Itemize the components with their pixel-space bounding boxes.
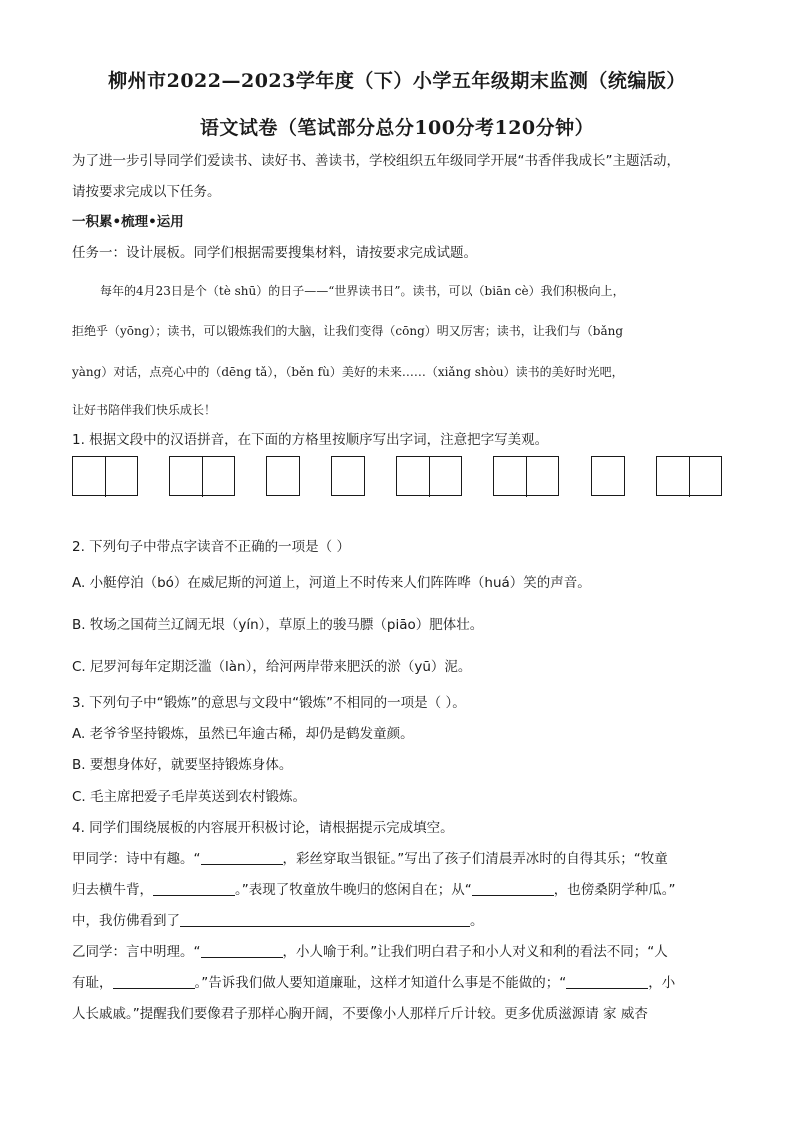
answer-box-5[interactable]	[396, 456, 462, 496]
question-1: 1. 根据文段中的汉语拼音，在下面的方格里按顺序写出字词，注意把字写美观。	[72, 432, 549, 448]
q2-option-b: B. 牧场之国荷兰辽阔无垠（yín），草原上的骏马膘（piāo）肥体壮。	[72, 617, 484, 633]
fill-blank[interactable]	[113, 974, 195, 989]
q4-jia-line-1	[72, 850, 668, 868]
task-one: 任务一：设计展板。同学们根据需要搜集材料，请按要求完成试题。	[72, 245, 477, 261]
q4-jia-line-3	[72, 912, 484, 930]
jia-text: 。”表现了牧童放牛晚归的悠闲自在；从“	[235, 882, 472, 898]
answer-box-8[interactable]	[656, 456, 722, 496]
q4-yi-line-1	[72, 943, 668, 961]
question-3: 3. 下列句子中“锻炼”的意思与文段中“锻炼”不相同的一项是（ ）。	[72, 695, 466, 711]
yi-text: 。”告诉我们做人要知道廉耻，这样才知道什么事是不能做的；“	[194, 975, 567, 991]
q3-option-b: B. 要想身体好，就要坚持锻炼身体。	[72, 757, 293, 773]
jia-text: 归去横牛背，	[72, 882, 153, 898]
answer-box-3[interactable]	[266, 456, 300, 496]
answer-grid	[0, 456, 794, 498]
q4-jia-line-2	[72, 881, 676, 899]
q4-yi-line-3: 人长戚戚。”提醒我们要像君子那样心胸开阔，不要像小人那样斤斤计较。更多优质滋源请 家 威杏	[72, 1006, 648, 1022]
q3-option-a: A. 老爷爷坚持锻炼，虽然已年逾古稀，却仍是鹤发童颜。	[72, 726, 414, 742]
answer-box-4[interactable]	[331, 456, 365, 496]
yi-text: 有耻，	[72, 975, 113, 991]
answer-box-2[interactable]	[169, 456, 235, 496]
answer-box-7[interactable]	[591, 456, 625, 496]
q3-option-c: C. 毛主席把爱子毛岸英送到农村锻炼。	[72, 789, 307, 805]
question-4: 4. 同学们围绕展板的内容展开积极讨论，请根据提示完成填空。	[72, 820, 454, 836]
q2-option-c: C. 尼罗河每年定期泛滥（làn），给河两岸带来肥沃的淤（yū）泥。	[72, 659, 472, 675]
answer-box-6[interactable]	[493, 456, 559, 496]
fill-blank[interactable]	[566, 974, 648, 989]
section-heading: 一积累•梳理•运用	[72, 214, 184, 230]
jia-text: 。	[470, 913, 484, 929]
fill-blank[interactable]	[153, 881, 235, 896]
passage-line-4: 让好书陪伴我们快乐成长！	[72, 403, 217, 417]
jia-text: 甲同学：诗中有趣。“	[72, 851, 201, 867]
passage-line-3: yàng）对话，点亮心中的（dēng tǎ），（běn fù）美好的未来……（xiǎng shòu）读书的美好时光吧，	[72, 365, 624, 379]
question-2: 2. 下列句子中带点字读音不正确的一项是（ ）	[72, 539, 350, 555]
yi-text: ，小人喻于利。”让我们明白君子和小人对义和利的看法不同；“人	[282, 944, 668, 960]
jia-text: ，也傍桑阴学种瓜。”	[553, 882, 676, 898]
q4-yi-line-2	[72, 974, 675, 992]
exam-title: 柳州市2022—2023学年度（下）小学五年级期末监测（统编版）	[108, 70, 686, 92]
jia-text: ，彩丝穿取当银钲。”写出了孩子们清晨弄冰时的自得其乐；“牧童	[282, 851, 668, 867]
fill-blank[interactable]	[201, 943, 283, 958]
fill-blank[interactable]	[472, 881, 554, 896]
passage-line-1: 每年的4月23日是个（tè shū）的日子——“世界读书日”。读书，可以（biān cè）我们积极向上，	[100, 284, 625, 298]
fill-blank[interactable]	[201, 850, 283, 865]
intro-line-2: 请按要求完成以下任务。	[72, 184, 221, 200]
jia-text: 中，我仿佛看到了	[72, 913, 180, 929]
passage-line-2: 拒绝乎（yōng）；读书，可以锻炼我们的大脑，让我们变得（cōng）明又厉害；读书，让我们与（bǎng	[72, 324, 624, 338]
fill-blank[interactable]	[180, 912, 470, 927]
yi-text: ，小	[648, 975, 676, 991]
yi-text: 乙同学：言中明理。“	[72, 944, 201, 960]
exam-subtitle: 语文试卷（笔试部分总分100分考120分钟）	[199, 117, 595, 139]
answer-box-1[interactable]	[72, 456, 138, 496]
q2-option-a: A. 小艇停泊（bó）在威尼斯的河道上，河道上不时传来人们阵阵哗（huá）笑的声音。	[72, 575, 591, 591]
intro-line-1: 为了进一步引导同学们爱读书、读好书、善读书，学校组织五年级同学开展“书香伴我成长”主题活动，	[72, 153, 680, 169]
